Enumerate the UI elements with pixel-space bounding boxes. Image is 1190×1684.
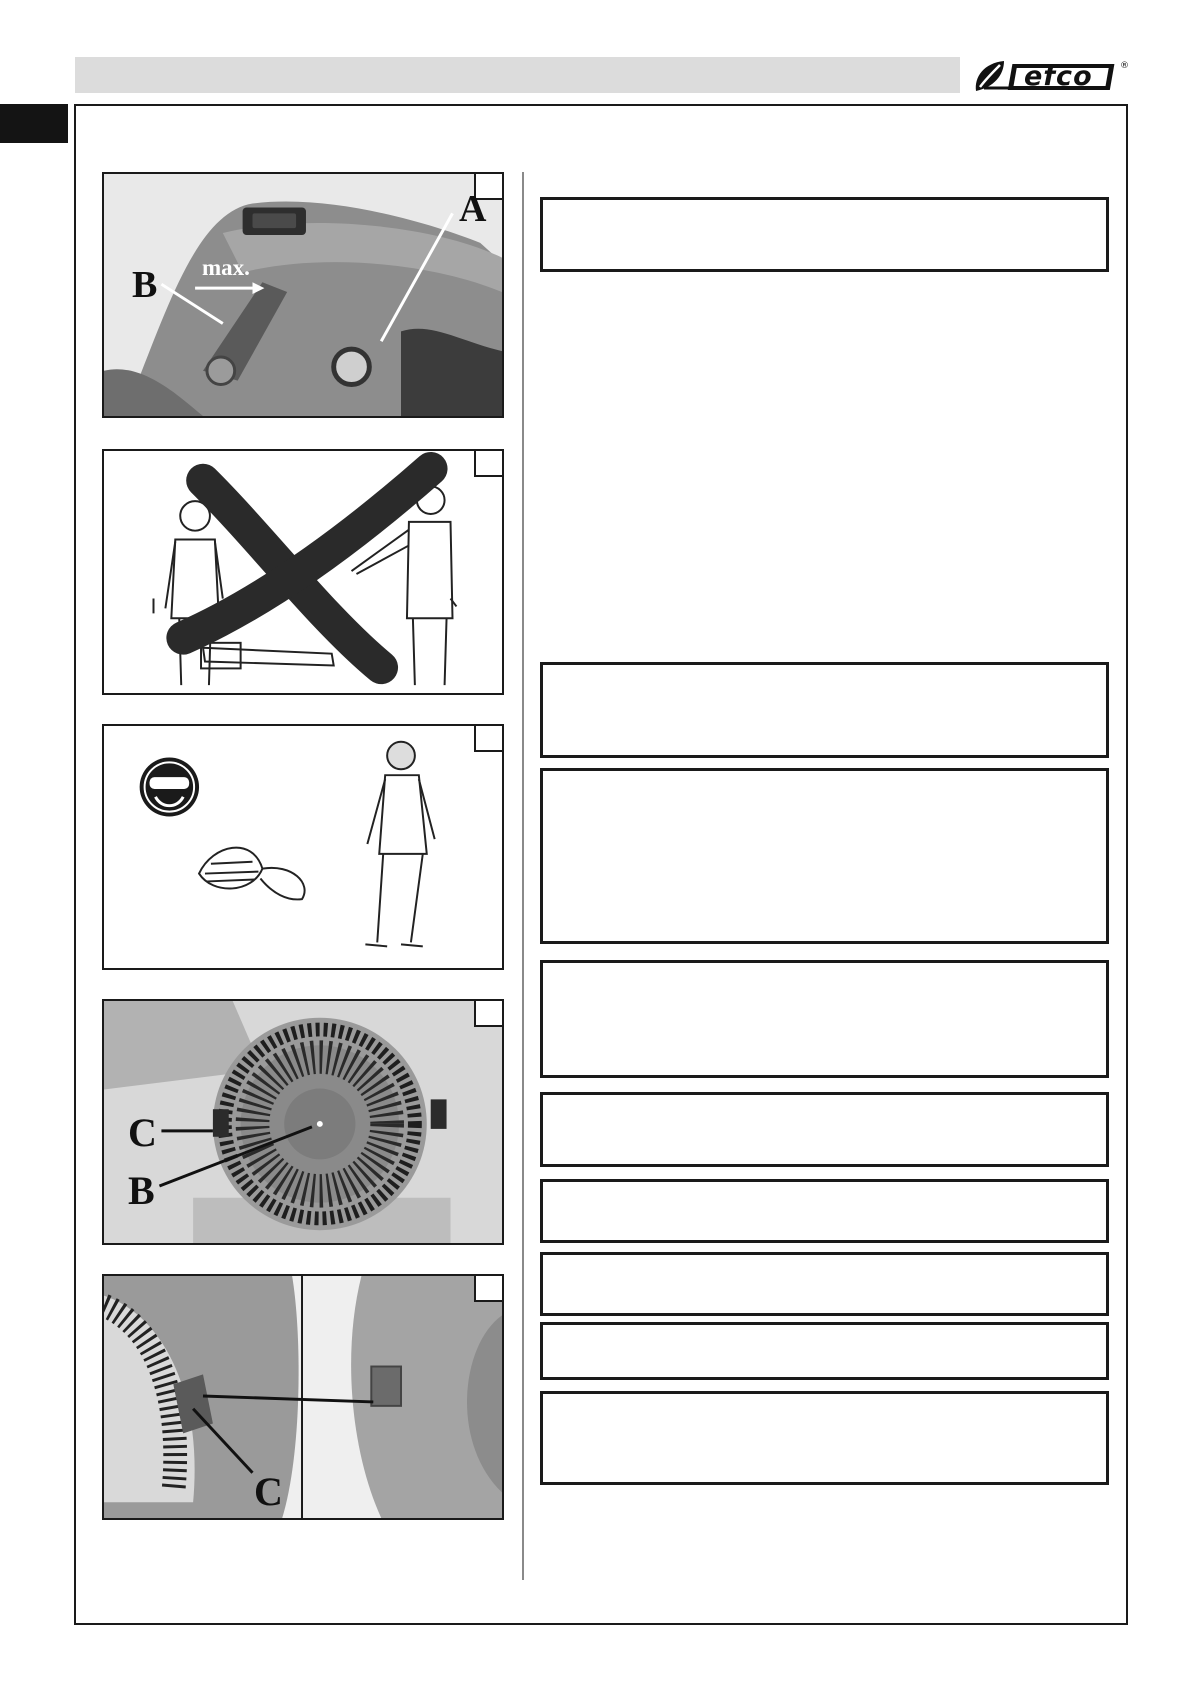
text-box-9 [540,1391,1109,1485]
figure-throttle-lever [102,172,504,418]
text-box-7 [540,1252,1109,1316]
registered-mark: ® [1120,61,1129,71]
figure-cover-latch [102,1274,504,1520]
protective-equipment-illustration [104,726,502,968]
fan-cover-photo [104,1001,502,1243]
figure-keep-distance [102,449,504,695]
label-b: B [128,1168,155,1213]
label-b: B [132,264,158,306]
figure-fan-cover [102,999,504,1245]
label-c: C [128,1110,157,1155]
header-bar [75,57,960,93]
text-box-5 [540,1092,1109,1167]
throttle-lever-photo [104,174,502,416]
figure-protective-equipment [102,724,504,970]
text-box-4 [540,960,1109,1078]
label-c: C [254,1469,283,1514]
figure-number-box [474,726,502,752]
efco-logo [970,55,1130,95]
text-box-2 [540,662,1109,758]
text-box-6 [540,1179,1109,1243]
text-box-8 [540,1322,1109,1380]
text-box-1 [540,197,1109,272]
figure-number-box [474,451,502,477]
section-tab [0,104,68,143]
eye-ear-protection-icon [140,757,199,816]
bystander-warning-illustration [104,451,502,693]
figure-number-box [474,1001,502,1027]
brand-name: efco [1024,61,1093,92]
label-a: A [459,188,487,230]
column-divider [522,172,524,1580]
cover-latch-photo [104,1276,502,1518]
text-box-3 [540,768,1109,944]
label-max: max. [202,255,250,280]
figure-number-box [474,1276,502,1302]
